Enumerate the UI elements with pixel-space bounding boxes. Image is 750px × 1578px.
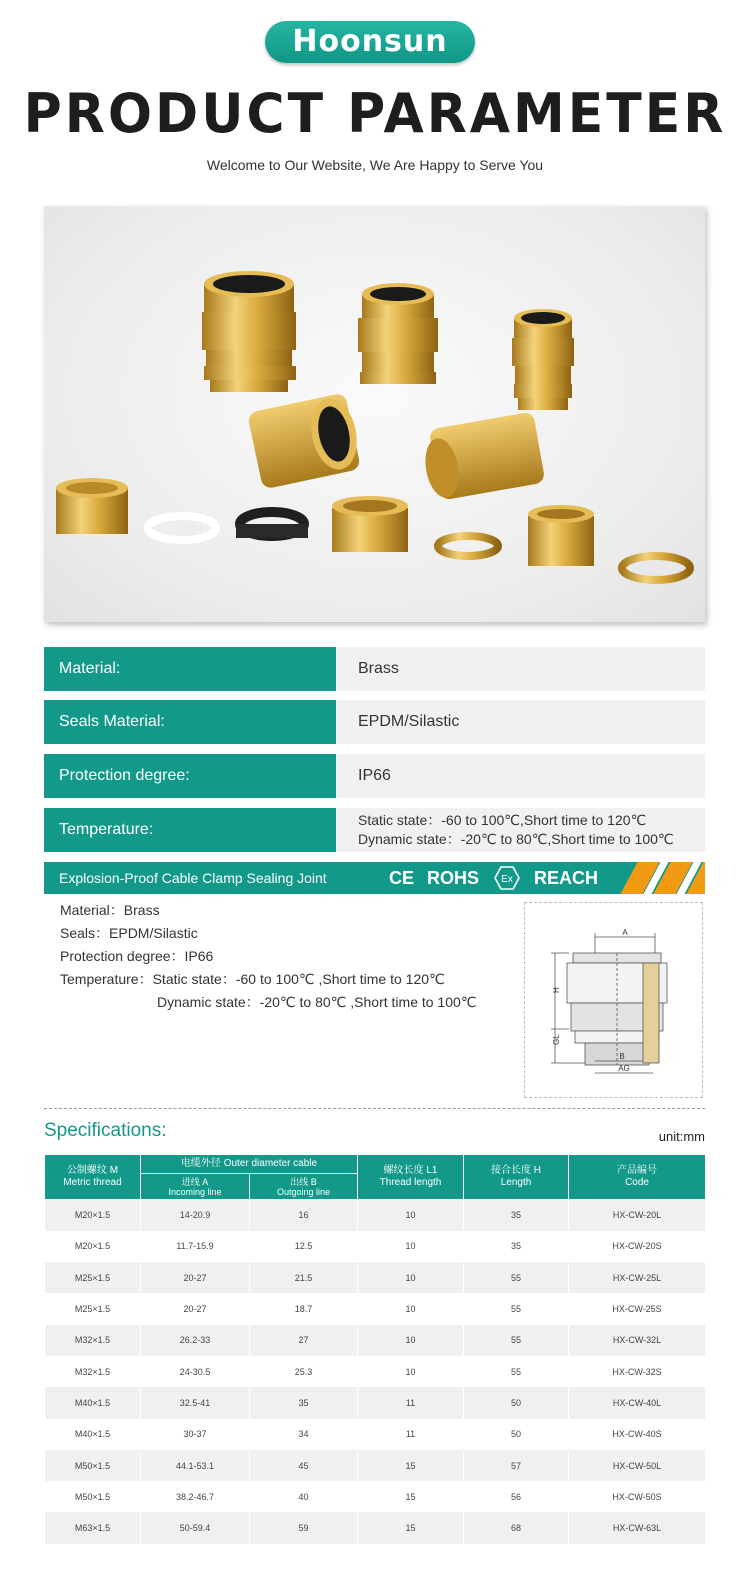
dim-label-b: B — [619, 1052, 625, 1061]
param-label: Material: — [44, 647, 336, 691]
spec-unit: unit:mm — [658, 1129, 705, 1144]
product-photo — [44, 206, 705, 622]
param-row-protection — [44, 754, 705, 798]
dim-label-gl: GL — [552, 1034, 561, 1045]
cable-gland-small — [512, 309, 574, 410]
detail-seals: Seals：EPDM/Silastic — [60, 925, 198, 941]
banner-title: Explosion-Proof Cable Clamp Sealing Joint — [59, 870, 327, 886]
table-row: M20×1.5 14-20.9 16 10 35 HX-CW-20L — [45, 1200, 706, 1231]
detail-temp-dynamic: Dynamic state：-20℃ to 80℃ ,Short time to 100℃ — [157, 994, 477, 1010]
cable-gland-lying-left — [247, 392, 363, 489]
ce-mark: CE — [389, 868, 415, 888]
param-value: Brass — [336, 647, 705, 691]
table-row: M50×1.5 38.2-46.7 40 15 56 HX-CW-50S — [45, 1481, 706, 1512]
header-length: 接合长度 H Length — [464, 1155, 569, 1200]
svg-text:Ex: Ex — [501, 874, 513, 885]
header-thread-length: 螺纹长度 L1 Thread length — [358, 1155, 464, 1200]
param-row-seals — [44, 700, 705, 744]
table-row: M20×1.5 11.7-15.9 12.5 10 35 HX-CW-20S — [45, 1231, 706, 1262]
table-row: M40×1.5 30-37 34 11 50 HX-CW-40S — [45, 1419, 706, 1450]
table-row: M32×1.5 24-30.5 25.3 10 55 HX-CW-32S — [45, 1356, 706, 1387]
dim-label-ag: AG — [618, 1064, 630, 1073]
temp-static: Static state：-60 to 100℃,Short time to 120℃ — [358, 812, 647, 828]
header-outer-diameter: 电缆外径 Outer diameter cable — [141, 1155, 358, 1174]
header-metric: 公制螺纹 M Metric thread — [45, 1155, 141, 1200]
cable-gland-lying-right — [421, 411, 545, 500]
table-row: M50×1.5 44.1-53.1 45 15 57 HX-CW-50L — [45, 1450, 706, 1481]
detail-protection: Protection degree：IP66 — [60, 948, 214, 964]
param-label: Temperature: — [44, 808, 336, 852]
param-row-temperature — [44, 808, 705, 852]
table-row: M25×1.5 20-27 21.5 10 55 HX-CW-25L — [45, 1262, 706, 1293]
section-divider — [44, 1108, 705, 1109]
rohs-mark: ROHS — [427, 868, 480, 888]
dim-label-h: H — [552, 987, 561, 993]
ex-hexagon-icon — [494, 866, 520, 890]
param-value: EPDM/Silastic — [336, 700, 705, 744]
header-incoming: 进线 A Incoming line — [141, 1174, 250, 1200]
param-row-material — [44, 647, 705, 691]
detail-temp-static: Temperature：Static state：-60 to 100℃ ,Short time to 120℃ — [60, 971, 445, 987]
gland-parts — [56, 478, 690, 580]
dim-label-a: A — [622, 928, 628, 937]
detail-material: Material：Brass — [60, 902, 160, 918]
dimension-drawing — [524, 902, 703, 1098]
param-value — [336, 808, 705, 852]
param-label: Seals Material: — [44, 700, 336, 744]
cert-banner — [44, 862, 705, 894]
temp-dynamic: Dynamic state：-20℃ to 80℃,Short time to 100℃ — [358, 831, 674, 847]
header-outgoing: 出线 B Outgoing line — [250, 1174, 358, 1200]
param-value: IP66 — [336, 754, 705, 798]
param-label: Protection degree: — [44, 754, 336, 798]
brand-logo: Hoonsun — [265, 21, 475, 63]
gland-drawing-svg — [525, 903, 702, 1097]
cable-gland-large — [202, 271, 296, 392]
table-row: M63×1.5 50-59.4 59 15 68 HX-CW-63L — [45, 1512, 706, 1543]
cable-gland-medium — [358, 283, 438, 384]
spec-table — [44, 1154, 706, 1544]
header-code: 产品编号 Code — [569, 1155, 706, 1200]
table-row: M32×1.5 26.2-33 27 10 55 HX-CW-32L — [45, 1325, 706, 1356]
detail-list — [60, 899, 477, 1014]
reach-mark: REACH — [534, 868, 599, 888]
table-row: M40×1.5 32.5-41 35 11 50 HX-CW-40L — [45, 1387, 706, 1418]
spec-title: Specifications: — [44, 1120, 167, 1141]
page-title: PRODUCT PARAMETER — [23, 82, 727, 146]
page-subtitle: Welcome to Our Website, We Are Happy to Serve You — [206, 157, 544, 173]
table-row: M25×1.5 20-27 18.7 10 55 HX-CW-25S — [45, 1293, 706, 1324]
